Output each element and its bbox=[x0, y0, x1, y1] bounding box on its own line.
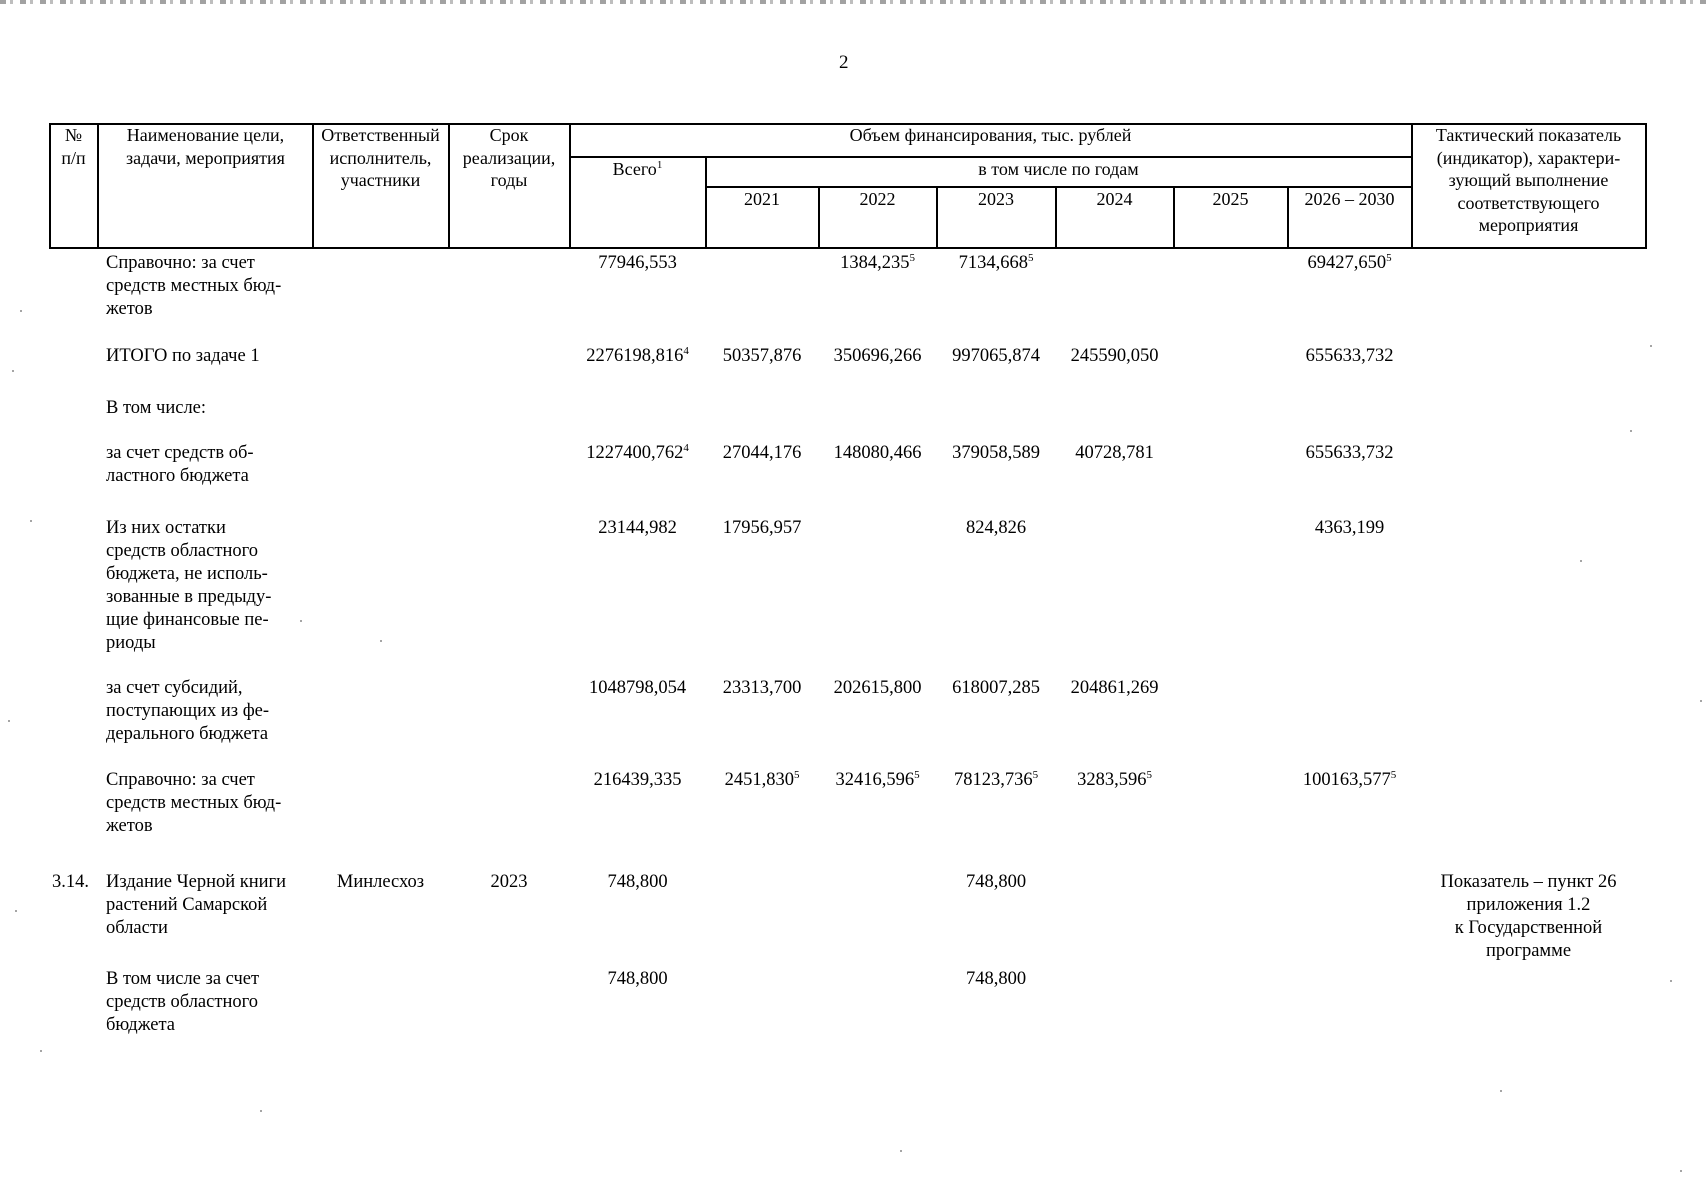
amount-y2022 bbox=[819, 442, 936, 465]
header-year: 2026 – 2030 bbox=[1304, 189, 1395, 209]
row-name-line: за счет субсидий, bbox=[106, 678, 243, 698]
footnote-mark: 5 bbox=[793, 768, 800, 781]
amount-value: 78123,736 bbox=[953, 770, 1033, 790]
amount-value: 2276198,816 bbox=[586, 346, 684, 366]
header-year: 2025 bbox=[1212, 189, 1249, 209]
amount-y2023 bbox=[937, 345, 1055, 368]
footnote-mark: 4 bbox=[683, 344, 689, 357]
amount-y2021 bbox=[706, 769, 818, 792]
amount-value: 2451,830 bbox=[724, 770, 794, 790]
scan-speck bbox=[1670, 980, 1672, 982]
amount-value: 69427,650 bbox=[1307, 253, 1387, 273]
row-name-line: области bbox=[106, 918, 168, 938]
amount-y2023 bbox=[937, 442, 1055, 465]
row-name bbox=[106, 871, 304, 940]
row-name-line: бюджета bbox=[106, 1015, 175, 1035]
amount-total bbox=[570, 769, 705, 792]
amount-value: 7134,668 bbox=[958, 253, 1028, 273]
row-name-line: средств областного bbox=[106, 992, 258, 1012]
scan-speck bbox=[40, 1050, 42, 1052]
amount-y2022 bbox=[819, 252, 936, 275]
scan-speck bbox=[380, 640, 382, 642]
row-name bbox=[106, 769, 304, 838]
scan-speck bbox=[260, 1110, 262, 1112]
scan-speck bbox=[30, 520, 32, 522]
amount-y2023 bbox=[937, 517, 1055, 540]
amount-y2026 bbox=[1288, 345, 1411, 368]
header-indicator: Тактический показатель (индикатор), характери- зующий выполнение соответствующего мероприятия bbox=[1435, 125, 1622, 235]
amount-y2024 bbox=[1056, 345, 1173, 368]
scan-speck bbox=[15, 910, 17, 912]
amount-value: 4363,199 bbox=[1314, 518, 1385, 538]
row-name-line: бюджета, не исполь- bbox=[106, 564, 268, 584]
scan-speck bbox=[300, 620, 302, 622]
row-indicator bbox=[1412, 871, 1645, 963]
amount-y2026 bbox=[1288, 517, 1411, 540]
table-border-header-bottom bbox=[49, 247, 1647, 249]
amount-value: 655633,732 bbox=[1305, 443, 1394, 463]
amount-value: 245590,050 bbox=[1070, 346, 1159, 366]
scan-speck bbox=[1500, 1090, 1502, 1092]
scan-speck bbox=[1580, 560, 1582, 562]
row-name-line: ИТОГО по задаче 1 bbox=[106, 346, 260, 366]
amount-value: 824,826 bbox=[965, 518, 1027, 538]
amount-y2023 bbox=[937, 677, 1055, 700]
amount-value: 1227400,762 bbox=[586, 443, 684, 463]
row-name bbox=[106, 677, 304, 746]
row-name-line: за счет средств об- bbox=[106, 443, 254, 463]
amount-value: 202615,800 bbox=[833, 678, 922, 698]
scan-speck bbox=[12, 370, 14, 372]
amount-value: 32416,596 bbox=[835, 770, 915, 790]
row-name-line: щие финансовые пе- bbox=[106, 610, 269, 630]
amount-y2023 bbox=[937, 871, 1055, 894]
amount-total bbox=[570, 442, 705, 465]
row-name-line: В том числе за счет bbox=[106, 969, 260, 989]
amount-y2026 bbox=[1288, 769, 1411, 792]
header-name: Наименование цели, задачи, мероприятия bbox=[126, 125, 285, 168]
header-responsible: Ответственный исполнитель, участники bbox=[321, 125, 440, 190]
row-indicator-line: Показатель – пункт 26 bbox=[1440, 872, 1617, 892]
row-name bbox=[106, 442, 304, 488]
row-name-line: Справочно: за счет bbox=[106, 253, 255, 273]
amount-value: 748,800 bbox=[607, 969, 668, 989]
page-number: 2 bbox=[839, 52, 849, 73]
scan-edge bbox=[0, 0, 1707, 4]
scan-speck bbox=[1700, 700, 1702, 702]
amount-y2023 bbox=[937, 252, 1055, 275]
footnote-mark: 5 bbox=[914, 768, 920, 781]
row-name-line: Издание Черной книги bbox=[106, 872, 287, 892]
scan-speck bbox=[1650, 345, 1652, 347]
amount-y2023 bbox=[937, 968, 1055, 991]
amount-value: 379058,589 bbox=[952, 443, 1040, 463]
amount-value: 748,800 bbox=[965, 969, 1027, 989]
header-number: № п/п bbox=[61, 125, 86, 168]
row-name-line: жетов bbox=[106, 299, 153, 319]
amount-value: 23144,982 bbox=[598, 518, 677, 538]
amount-y2026 bbox=[1288, 252, 1411, 275]
amount-value: 50357,876 bbox=[722, 346, 802, 366]
row-name bbox=[106, 517, 304, 655]
amount-value: 216439,335 bbox=[593, 770, 682, 790]
row-name-line: жетов bbox=[106, 816, 153, 836]
footnote-mark: 4 bbox=[683, 441, 689, 454]
footnote-mark: 5 bbox=[1032, 768, 1039, 781]
amount-value: 350696,266 bbox=[833, 346, 922, 366]
row-name-line: ластного бюджета bbox=[106, 466, 249, 486]
row-name-line: поступающих из фе- bbox=[106, 701, 270, 721]
footnote-mark: 5 bbox=[1146, 768, 1152, 781]
row-name-line: средств местных бюд- bbox=[106, 793, 282, 813]
row-name bbox=[106, 397, 304, 420]
amount-value: 618007,285 bbox=[952, 678, 1040, 698]
scan-speck bbox=[8, 720, 10, 722]
header-year: 2021 bbox=[744, 189, 780, 209]
amount-y2021 bbox=[706, 677, 818, 700]
amount-value: 997065,874 bbox=[952, 346, 1040, 366]
amount-y2021 bbox=[706, 517, 818, 540]
row-name-line: средств местных бюд- bbox=[106, 276, 282, 296]
row-name-line: Из них остатки bbox=[106, 518, 226, 538]
header-year: 2023 bbox=[978, 189, 1014, 209]
header-by-years: в том числе по годам bbox=[978, 159, 1139, 179]
header-term: Срок реализации, годы bbox=[462, 125, 556, 190]
scan-speck bbox=[1680, 1170, 1682, 1172]
amount-y2024 bbox=[1056, 677, 1173, 700]
amount-value: 748,800 bbox=[965, 872, 1027, 892]
header-year: 2022 bbox=[859, 189, 896, 209]
amount-y2022 bbox=[819, 677, 936, 700]
row-responsible: Минлесхоз bbox=[336, 872, 425, 892]
row-name-line: средств областного bbox=[106, 541, 258, 561]
amount-y2022 bbox=[819, 769, 936, 792]
amount-value: 27044,176 bbox=[722, 443, 802, 463]
row-name-line: растений Самарской bbox=[106, 895, 268, 915]
amount-y2024 bbox=[1056, 769, 1173, 792]
row-term: 2023 bbox=[490, 872, 528, 892]
row-name-line: В том числе: bbox=[106, 398, 207, 418]
row-name-line: Справочно: за счет bbox=[106, 770, 255, 790]
row-name bbox=[106, 345, 304, 368]
scan-speck bbox=[900, 1150, 902, 1152]
amount-value: 204861,269 bbox=[1070, 678, 1159, 698]
header-year: 2024 bbox=[1096, 189, 1133, 209]
amount-y2021 bbox=[706, 345, 818, 368]
row-indicator-line: программе bbox=[1485, 941, 1572, 961]
footnote-mark: 5 bbox=[909, 251, 915, 264]
row-indicator-line: к Государственной bbox=[1454, 918, 1603, 938]
scan-speck bbox=[1630, 430, 1632, 432]
table-border-right bbox=[1645, 123, 1647, 248]
amount-total bbox=[570, 517, 705, 540]
amount-value: 23313,700 bbox=[722, 678, 802, 698]
amount-total bbox=[570, 252, 705, 275]
row-name-line: риоды bbox=[106, 633, 156, 653]
header-funding: Объем финансирования, тыс. рублей bbox=[849, 125, 1132, 145]
amount-value: 17956,957 bbox=[722, 518, 802, 538]
amount-total bbox=[570, 871, 705, 894]
footnote-mark: 5 bbox=[1027, 251, 1034, 264]
amount-y2024 bbox=[1056, 442, 1173, 465]
amount-value: 3283,596 bbox=[1077, 770, 1147, 790]
amount-value: 655633,732 bbox=[1305, 346, 1394, 366]
amount-total bbox=[570, 345, 705, 368]
scan-speck bbox=[20, 310, 22, 312]
amount-y2023 bbox=[937, 769, 1055, 792]
footnote-mark: 5 bbox=[1386, 251, 1392, 264]
amount-value: 77946,553 bbox=[598, 253, 677, 273]
row-number: 3.14. bbox=[52, 872, 89, 892]
amount-value: 748,800 bbox=[607, 872, 668, 892]
row-indicator-line: приложения 1.2 bbox=[1466, 895, 1591, 915]
amount-value: 1384,235 bbox=[840, 253, 910, 273]
row-name bbox=[106, 252, 304, 321]
amount-total bbox=[570, 677, 705, 700]
amount-y2022 bbox=[819, 345, 936, 368]
amount-value: 148080,466 bbox=[833, 443, 922, 463]
row-name-line: дерального бюджета bbox=[106, 724, 269, 744]
amount-value: 40728,781 bbox=[1075, 443, 1154, 463]
footnote-mark: 5 bbox=[1390, 768, 1397, 781]
amount-total bbox=[570, 968, 705, 991]
row-name-line: зованные в предыду- bbox=[106, 587, 272, 607]
amount-value: 1048798,054 bbox=[588, 678, 687, 698]
amount-value: 100163,577 bbox=[1302, 770, 1391, 790]
amount-y2026 bbox=[1288, 442, 1411, 465]
header-total: Всего$^1$ bbox=[612, 159, 663, 179]
row-name bbox=[106, 968, 304, 1037]
amount-y2021 bbox=[706, 442, 818, 465]
